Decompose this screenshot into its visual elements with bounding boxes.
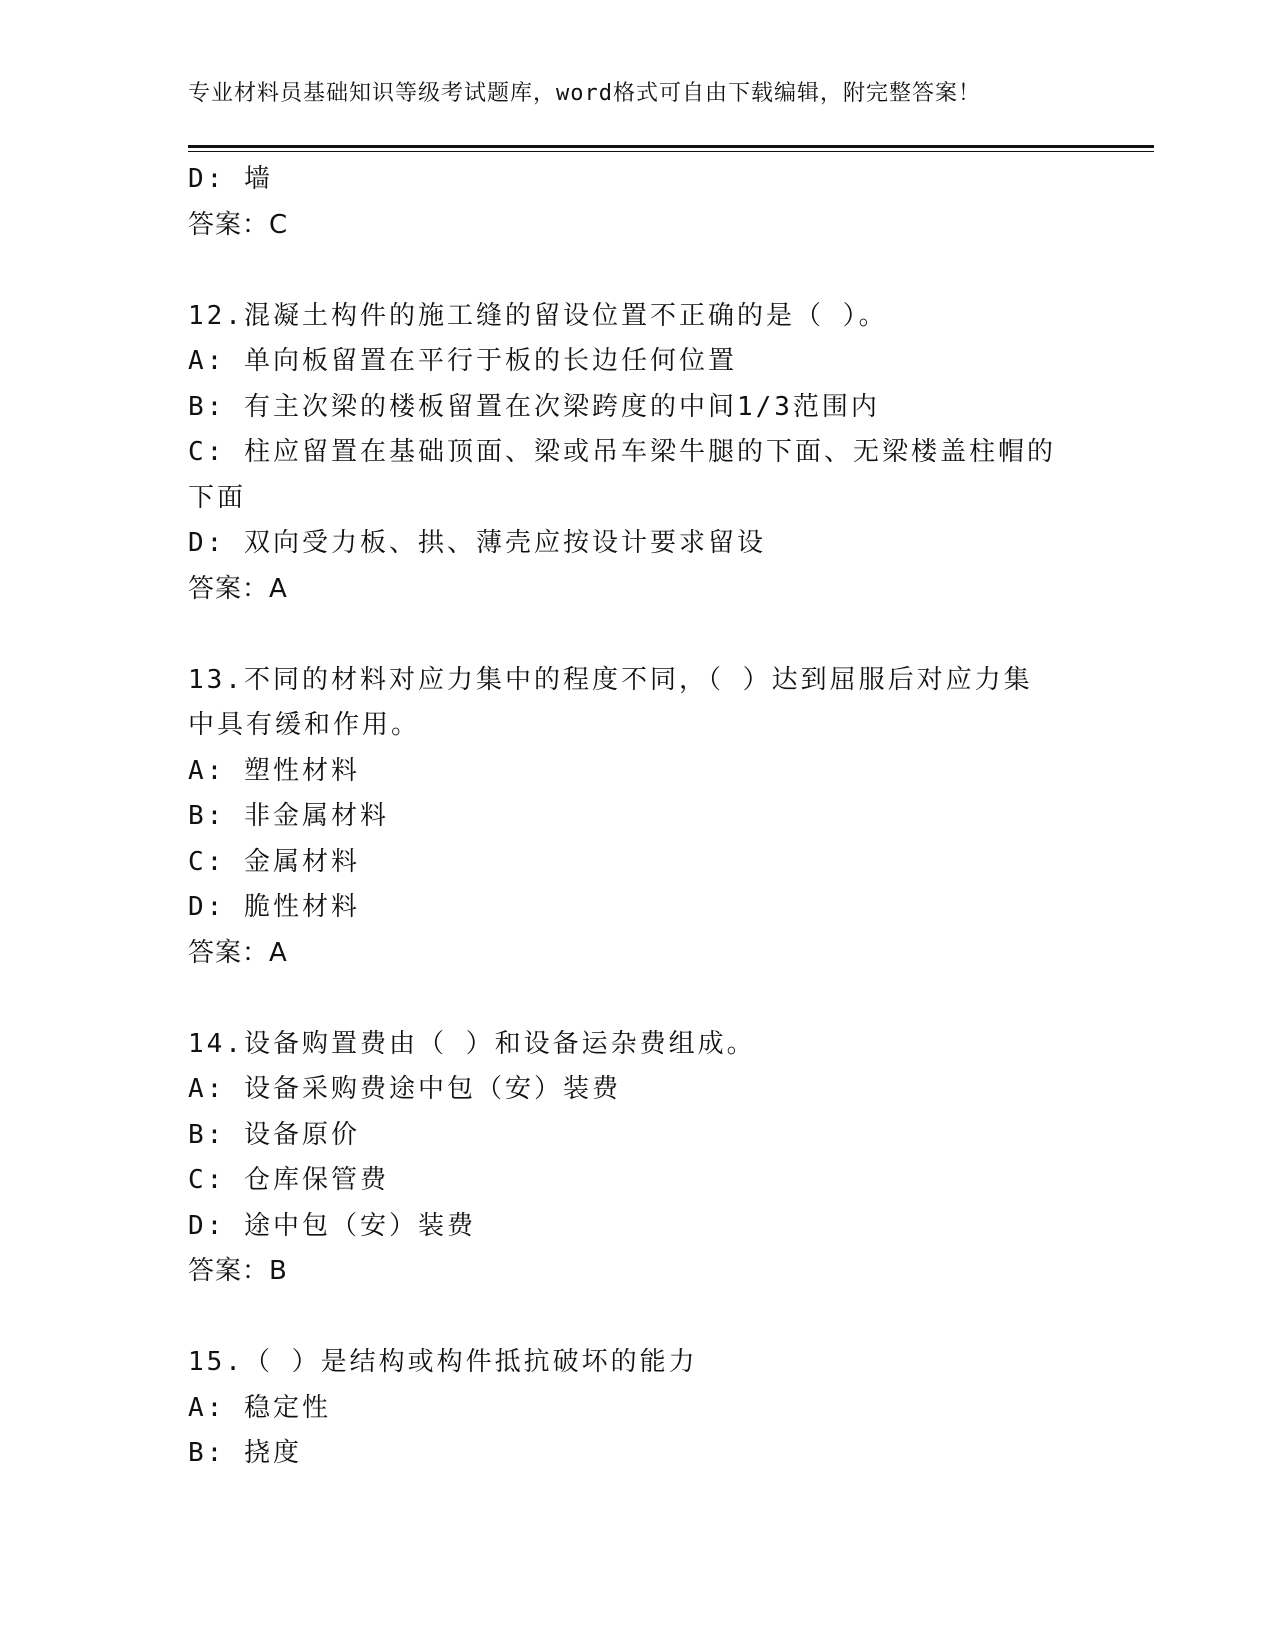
option-c: C: 金属材料 (188, 846, 360, 877)
option-c: C: 柱应留置在基础顶面、梁或吊车梁牛腿的下面、无梁楼盖柱帽的下面 (188, 437, 1056, 513)
option-c: C: 仓库保管费 (188, 1165, 389, 1195)
option-d: D: 途中包（安）装费 (188, 1210, 476, 1241)
question-15 (188, 1340, 1088, 1477)
option-d: D: 双向受力板、拱、薄壳应按设计要求留设 (188, 528, 766, 558)
option-b: B: 挠度 (188, 1438, 302, 1468)
question-stem: 12.混凝土构件的施工缝的留设位置不正确的是（ ）。 (188, 300, 888, 331)
header-rule-thin (188, 151, 1154, 152)
option-b: B: 设备原价 (188, 1119, 360, 1150)
header-rule-thick (188, 145, 1154, 148)
question-stem: 13.不同的材料对应力集中的程度不同，（ ）达到屈服后对应力集中具有缓和作用。 (188, 664, 1033, 740)
document-body (188, 157, 1088, 1477)
question-stem: 15.（ ）是结构或构件抵抗破坏的能力 (188, 1347, 698, 1377)
question-stem: 14.设备购置费由（ ）和设备运杂费组成。 (188, 1028, 756, 1059)
question-12 (188, 294, 1088, 613)
page-header: 专业材料员基础知识等级考试题库，word格式可自由下载编辑，附完整答案！ (188, 81, 981, 106)
answer: 答案：A (188, 937, 288, 968)
option-a: A: 设备采购费途中包（安）装费 (188, 1074, 621, 1104)
answer: 答案：C (188, 209, 289, 240)
option-b: B: 有主次梁的楼板留置在次梁跨度的中间1/3范围内 (188, 391, 880, 422)
option-d: D: 脆性材料 (188, 892, 360, 922)
answer: 答案：B (188, 1256, 288, 1286)
option-b: B: 非金属材料 (188, 801, 389, 831)
answer: 答案：A (188, 573, 288, 604)
option-a: A: 稳定性 (188, 1392, 331, 1423)
question-14 (188, 1022, 1088, 1295)
option-a: A: 单向板留置在平行于板的长边任何位置 (188, 346, 737, 376)
option-a: A: 塑性材料 (188, 755, 360, 786)
option-d: D: 墙 (188, 164, 273, 194)
question-13 (188, 658, 1088, 977)
